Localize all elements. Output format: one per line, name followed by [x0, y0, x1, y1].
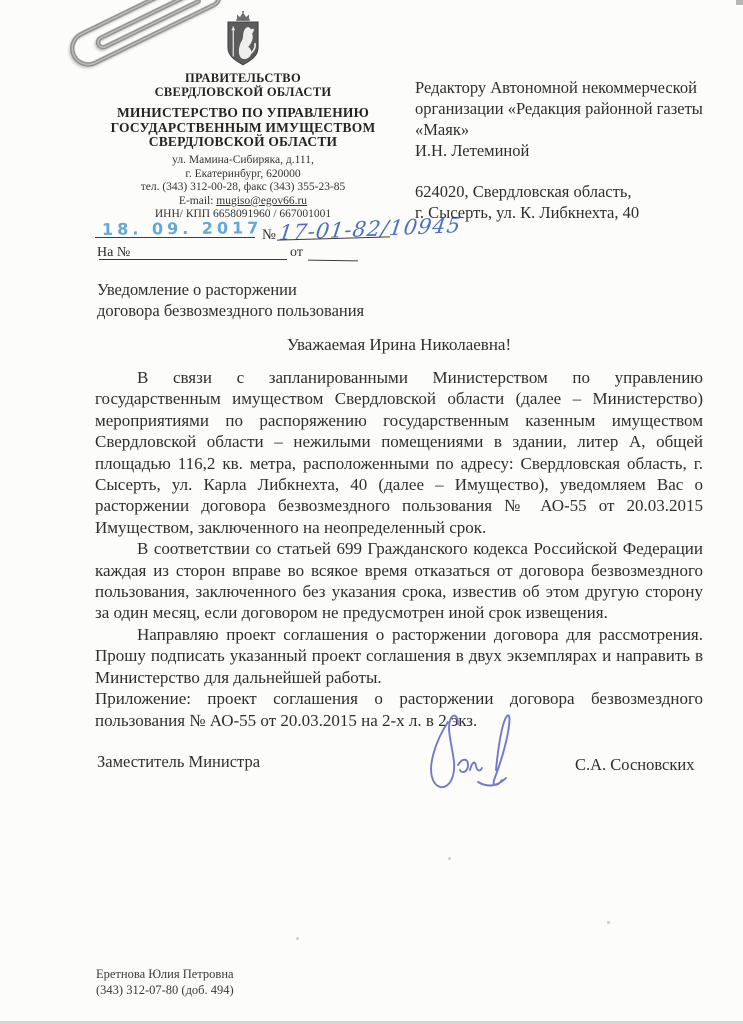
executor-name: Еретнова Юлия Петровна [96, 967, 234, 981]
body-paragraph: В соответствии со статьей 699 Гражданского кодекса Российской Федерации каждая из сторон вправе во всякое время отказаться от договора безвозмездного пользования, заключенного без указания срока, известив об этом другую сторону за один месяц, если договором не предусмотрен иной срок извещения. [95, 539, 703, 623]
subject-line: договора безвозмездного пользования [97, 301, 365, 320]
executor-block [96, 967, 234, 998]
phone-fax-line: тел. (343) 312-00-28, факс (343) 355-23-85 [140, 181, 346, 194]
street-address: ул. Мамина-Сибиряка, д.111, [172, 154, 314, 166]
signatory-title: Заместитель Министра [97, 752, 261, 771]
recipient-address-line: 624020, Свердловская область, [415, 182, 632, 201]
body-paragraph: Направляю проект соглашения о расторжении договора для рассмотрения. Прошу подписать указанный проект соглашения в двух экземплярах и направить в Министерство для дальнейшей работы. [95, 624, 703, 687]
inn-kpp-line: ИНН/ КПП 6658091960 / 667001001 [154, 208, 332, 221]
coat-of-arms-icon [213, 10, 273, 70]
city-address: г. Екатеринбург, 620000 [185, 167, 301, 180]
letter-body [95, 367, 703, 731]
spacer [415, 161, 715, 181]
date-stamp: 18. 09. 2017 [101, 218, 263, 239]
outgoing-number-handwritten: 17-01-82/10945 [277, 212, 463, 246]
reference-from-underline [308, 259, 358, 261]
recipient-line: И.Н. Летеминой [415, 141, 530, 160]
salutation: Уважаемая Ирина Николаевна! [286, 335, 512, 354]
ministry-line: СВЕРДЛОВСКОЙ ОБЛАСТИ [148, 134, 338, 149]
government-line: ПРАВИТЕЛЬСТВО [185, 71, 301, 85]
email-line [95, 195, 391, 209]
recipient-line: «Маяк» [415, 120, 470, 139]
reference-number-label: На № [97, 245, 131, 260]
recipient-address-line: г. Сысерть, ул. К. Либкнехта, 40 [415, 203, 640, 222]
reference-from-label: от [290, 245, 303, 260]
recipient-line: организации «Редакция районной газеты [415, 99, 703, 118]
ministry-title [95, 106, 391, 150]
recipient-line: Редактору Автономной некоммерческой [415, 78, 697, 97]
signatory-name: С.А. Сосновских [575, 755, 695, 774]
recipient-block [415, 77, 715, 223]
scan-speck [448, 857, 451, 860]
email-address: mugiso@egov66.ru [216, 194, 308, 207]
number-sign: № [262, 227, 276, 243]
ministry-line: МИНИСТЕРСТВО ПО УПРАВЛЕНИЮ [116, 105, 370, 120]
scan-speck [296, 937, 299, 940]
letterhead-contact-block [95, 154, 391, 222]
government-line: СВЕРДЛОВСКОЙ ОБЛАСТИ [154, 84, 332, 99]
subject-line: Уведомление о расторжении [97, 280, 297, 299]
government-title [95, 72, 391, 99]
reference-underline [99, 259, 287, 260]
body-paragraph: В связи с запланированными Министерством по управлению государственным имуществом Свердловской области (далее – Министерство) мероприятиями по распоряжению государственным казенным имуществом Свердловской области – нежилыми помещениями в здании, литер А, общей площадью 116,2 кв. метра, расположенными по адресу: Свердловская область, г. Сысерть, ул. Карла Либкнехта, 40 (далее – Имущество), уведомляем Вас о расторжении договора безвозмездного пользования № АО-55 от 20.03.2015 Имуществом, заключенного на неопределенный срок. [95, 368, 703, 537]
attachment-note: Приложение: проект соглашения о расторжении договора безвозмездного пользования № АО-55 от 20.03.2015 на 2-х л. в 2 экз. [95, 689, 703, 730]
date-underline [95, 237, 255, 238]
scan-speck [607, 921, 610, 924]
scan-speck [736, 0, 743, 5]
ministry-line: ГОСУДАРСТВЕННЫМ ИМУЩЕСТВОМ [110, 119, 376, 135]
executor-phone: (343) 312-07-80 (доб. 494) [96, 982, 234, 997]
subject-block [97, 279, 364, 321]
email-label: E-mail: [178, 194, 217, 207]
signature-autograph-icon [418, 710, 513, 795]
